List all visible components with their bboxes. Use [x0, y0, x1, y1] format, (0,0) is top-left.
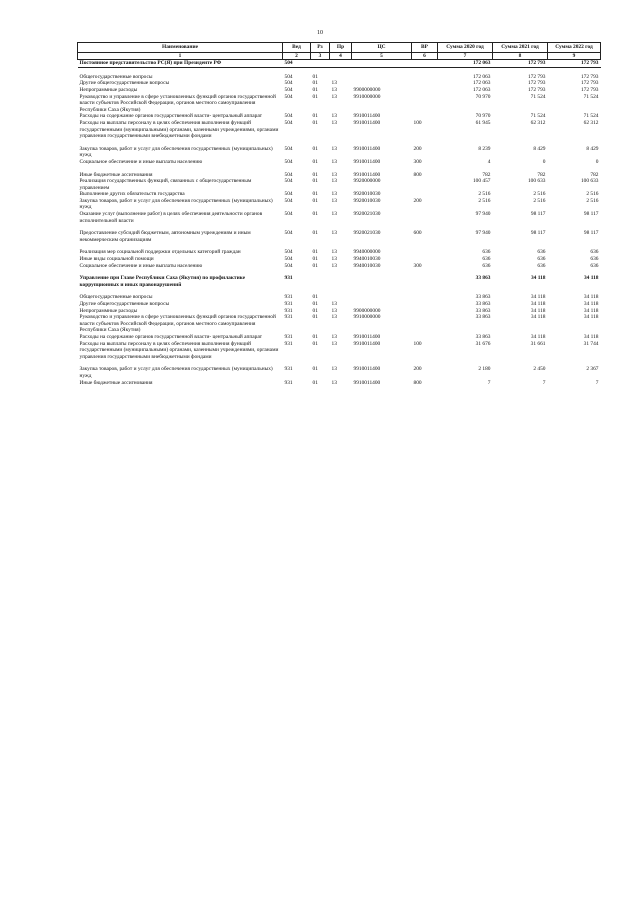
cell-pr [330, 275, 352, 288]
cell-sum-2022: 62 312 [583, 119, 599, 126]
cell-name: Расходы на выплаты персоналу в целях обеспечения выполнения функций государственными (муниципальными) органами, казенными учреждениями, органами управления государственными внебюджетными фондами [79, 119, 279, 140]
cell-name: Выполнение других обязательств государства [79, 191, 185, 198]
cell-sum-2021: 172 793 [527, 86, 546, 93]
cell-sum-2022: 636 [590, 262, 599, 269]
cell-name: Расходы на выплаты персоналу в целях обеспечения выполнения функций государственными (муниципальными) органами, казенными учреждениями, органами управления государственными внебюджетными фондами [79, 340, 279, 360]
cell-sum-2021: 172 793 [527, 80, 546, 87]
cell-pr: 13 [331, 230, 337, 237]
cell-ved: 931 [284, 379, 293, 386]
table-row [78, 380, 601, 387]
cell-cs: 9910000000 [353, 93, 381, 100]
table-row [78, 159, 601, 166]
table-row [78, 341, 601, 361]
cell-name: Социальное обеспечение и иные выплаты населению [79, 262, 203, 269]
cell-cs: 9920010030 [353, 197, 381, 204]
cell-sum-2021: 71 524 [530, 113, 546, 120]
cell-sum-2022: 34 118 [583, 314, 599, 321]
cell-rz: 01 [312, 86, 318, 93]
cell-vr [412, 87, 438, 94]
cell-cs: 9940000000 [353, 249, 381, 256]
cell-sum-2022: 172 793 [548, 60, 601, 68]
cell-sum-2022: 636 [590, 249, 599, 256]
cell-name: Общегосударственные вопросы [79, 73, 153, 80]
cell-sum-2020: 172 063 [472, 80, 491, 87]
cell-cs [352, 80, 412, 87]
cell-sum-2020: 2 516 [478, 197, 491, 204]
cell-vr: 300 [413, 262, 422, 269]
cell-sum-2021: 0 [542, 158, 546, 165]
cell-pr: 13 [331, 86, 337, 93]
cell-vr [412, 94, 438, 114]
cell-sum-2020: 8 239 [478, 145, 491, 152]
cell-cs [352, 294, 412, 301]
cell-rz: 01 [312, 178, 318, 185]
cell-sum-2020: 33 863 [475, 314, 491, 321]
column-number: 5 [352, 52, 412, 60]
column-header-vr: ВР [412, 43, 438, 53]
column-number: 8 [493, 52, 548, 60]
cell-name: Реализация мер социальной поддержки отдельных категорий граждан [79, 249, 241, 256]
cell-vr [412, 178, 438, 191]
cell-name: Постоянное представительство РС(Я) при Президенте РФ [78, 60, 283, 68]
cell-cs: 9910011400 [353, 366, 381, 373]
cell-vr [412, 314, 438, 334]
table-row [78, 146, 601, 159]
cell-sum-2020: 4 [487, 158, 491, 165]
column-header-pr: Пр [330, 43, 352, 53]
cell-cs: 9920021030 [353, 230, 381, 237]
column-header-ved: Вед [283, 43, 311, 53]
cell-pr: 13 [331, 340, 337, 347]
cell-vr [412, 60, 438, 68]
cell-rz: 01 [312, 249, 318, 256]
cell-name: Иные бюджетные ассигнования [79, 171, 153, 178]
cell-sum-2020: 636 [482, 249, 491, 256]
cell-vr [412, 308, 438, 315]
cell-sum-2022: 172 793 [580, 80, 599, 87]
cell-sum-2021: 98 117 [530, 211, 546, 218]
cell-pr [330, 294, 352, 301]
cell-ved: 504 [284, 211, 293, 218]
cell-name: Реализация государственных функций, связанных с общегосударственным управлением [79, 178, 252, 191]
cell-vr: 100 [413, 340, 422, 347]
column-number: 4 [330, 52, 352, 60]
table-row [78, 211, 601, 224]
cell-sum-2021: 100 633 [527, 178, 546, 185]
cell-sum-2020: 7 [487, 379, 491, 386]
cell-rz: 01 [312, 333, 318, 340]
cell-rz: 01 [312, 191, 318, 198]
cell-pr: 13 [331, 113, 337, 120]
cell-sum-2021: 636 [537, 262, 546, 269]
cell-pr: 13 [331, 145, 337, 152]
cell-rz: 01 [312, 158, 318, 165]
cell-ved: 504 [284, 158, 293, 165]
cell-sum-2022: 7 [595, 379, 599, 386]
cell-rz: 01 [312, 256, 318, 263]
cell-rz: 01 [312, 197, 318, 204]
cell-sum-2022: 8 429 [586, 145, 599, 152]
cell-cs: 9910011400 [353, 379, 381, 386]
cell-pr: 13 [331, 379, 337, 386]
cell-sum-2020: 636 [482, 262, 491, 269]
cell-vr: 200 [413, 366, 422, 373]
column-header-cs: ЦС [352, 43, 412, 53]
cell-sum-2021: 636 [537, 256, 546, 263]
table-row [78, 60, 601, 68]
table-header-row [78, 43, 601, 53]
cell-cs: 9910011400 [353, 340, 381, 347]
cell-ved: 504 [284, 256, 293, 263]
cell-rz: 01 [312, 93, 318, 100]
cell-ved: 504 [284, 93, 293, 100]
cell-vr [412, 334, 438, 341]
cell-sum-2021: 2 450 [533, 366, 546, 373]
cell-pr: 13 [331, 211, 337, 218]
cell-sum-2020: 33 863 [475, 294, 491, 301]
column-header-name: Наименование [78, 43, 283, 53]
cell-pr: 13 [331, 197, 337, 204]
cell-name: Предоставление субсидий бюджетным, автономным учреждениям и иным некоммерческим организациям [79, 230, 251, 243]
cell-vr [412, 275, 438, 288]
cell-sum-2020: 97 940 [475, 211, 491, 218]
cell-rz: 01 [312, 340, 318, 347]
cell-rz: 01 [312, 80, 318, 87]
cell-pr: 13 [331, 191, 337, 198]
cell-sum-2020: 33 863 [475, 275, 491, 282]
budget-table [77, 42, 601, 386]
cell-sum-2021: 172 793 [493, 60, 548, 68]
cell-ved: 504 [284, 191, 293, 198]
cell-cs: 9910011400 [353, 171, 381, 178]
cell-name: Руководство и управление в сфере установленных функций органов государственной власти субъектов Российской Федерации, органов местного самоуправления Республики Саха (Якутия) [79, 314, 276, 334]
cell-sum-2021: 71 524 [530, 93, 546, 100]
cell-sum-2021: 782 [537, 171, 546, 178]
cell-sum-2020: 782 [482, 171, 491, 178]
table-row [78, 256, 601, 263]
cell-sum-2022: 98 117 [583, 230, 599, 237]
cell-vr [412, 113, 438, 120]
cell-name: Руководство и управление в сфере установленных функций органов государственной власти субъектов Российской Федерации, органов местного самоуправления Республики Саха (Якутия) [79, 93, 276, 113]
cell-sum-2022: 782 [590, 171, 599, 178]
cell-sum-2021: 8 429 [533, 145, 546, 152]
cell-pr: 13 [331, 119, 337, 126]
cell-sum-2021: 34 118 [530, 294, 546, 301]
cell-sum-2021: 34 118 [530, 275, 546, 282]
cell-vr [412, 191, 438, 198]
cell-cs: 9940010030 [353, 256, 381, 263]
cell-vr: 800 [413, 379, 422, 386]
column-header-sum-2020: Сумма 2020 год [438, 43, 493, 53]
cell-sum-2022: 98 117 [583, 211, 599, 218]
cell-sum-2022: 34 118 [583, 275, 599, 282]
column-number: 7 [438, 52, 493, 60]
table-row [78, 314, 601, 334]
cell-pr [330, 74, 352, 81]
cell-cs [352, 60, 412, 68]
cell-rz [311, 275, 330, 288]
cell-vr: 300 [413, 158, 422, 165]
table-row [78, 230, 601, 243]
cell-vr [412, 74, 438, 81]
cell-pr: 13 [331, 301, 337, 307]
cell-cs: 9910011400 [353, 145, 381, 152]
table-row [78, 120, 601, 140]
cell-pr: 13 [331, 249, 337, 256]
cell-pr: 13 [331, 178, 337, 185]
table-row [78, 178, 601, 191]
cell-ved: 931 [284, 314, 293, 321]
cell-name: Закупка товаров, работ и услуг для обеспечения государственных (муниципальных) нужд [79, 145, 273, 159]
cell-name: Непрограммные расходы [79, 86, 138, 93]
cell-rz: 01 [312, 230, 318, 237]
cell-cs: 9940010030 [353, 262, 381, 269]
cell-sum-2022: 31 744 [583, 340, 599, 347]
cell-sum-2020: 70 970 [475, 93, 491, 100]
cell-pr: 13 [331, 256, 337, 263]
table-row [78, 366, 601, 379]
cell-sum-2022: 34 118 [583, 333, 599, 340]
cell-ved: 931 [284, 333, 293, 340]
cell-sum-2021: 172 793 [527, 73, 546, 80]
cell-name: Общегосударственные вопросы [79, 294, 153, 301]
cell-sum-2022: 2 516 [586, 191, 599, 198]
table-row [78, 275, 601, 288]
cell-sum-2022: 100 633 [580, 178, 599, 185]
cell-rz [311, 60, 330, 68]
cell-sum-2022: 0 [595, 158, 599, 165]
cell-ved: 931 [284, 275, 293, 282]
cell-ved: 504 [284, 178, 293, 185]
cell-ved: 504 [284, 262, 293, 269]
cell-pr: 13 [331, 171, 337, 178]
cell-sum-2020: 61 945 [475, 119, 491, 126]
cell-sum-2021: 2 516 [533, 191, 546, 198]
cell-ved: 504 [283, 60, 311, 68]
cell-sum-2021: 7 [542, 379, 546, 386]
cell-ved: 931 [284, 366, 293, 373]
cell-vr [412, 256, 438, 263]
cell-sum-2021: 34 118 [530, 307, 546, 314]
cell-sum-2022: 34 118 [583, 294, 599, 301]
cell-name: Непрограммные расходы [79, 307, 138, 314]
cell-sum-2021: 98 117 [530, 230, 546, 237]
cell-sum-2021: 636 [537, 249, 546, 256]
cell-sum-2022: 172 793 [580, 73, 599, 80]
cell-name: Иные бюджетные ассигнования [79, 379, 153, 386]
cell-cs [352, 301, 412, 308]
cell-cs: 9920000000 [353, 178, 381, 185]
cell-rz: 01 [312, 113, 318, 120]
page-number: 10 [317, 30, 323, 36]
cell-pr: 13 [331, 80, 337, 87]
cell-sum-2021: 62 312 [530, 119, 546, 126]
cell-ved: 504 [284, 119, 293, 126]
cell-rz: 01 [312, 301, 318, 307]
cell-sum-2021: 31 661 [530, 340, 546, 347]
table-body [78, 60, 601, 386]
table-row [78, 198, 601, 211]
cell-ved: 931 [284, 294, 293, 301]
cell-sum-2020: 2 516 [478, 191, 491, 198]
cell-vr [412, 249, 438, 256]
cell-ved: 931 [284, 307, 293, 314]
cell-pr: 13 [331, 262, 337, 269]
cell-name: Закупка товаров, работ и услуг для обеспечения государственных (муниципальных) нужд [79, 197, 273, 211]
cell-sum-2022: 71 524 [583, 113, 599, 120]
cell-name: Управление при Главе Республики Саха (Якутия) по профилактике коррупционных и иных правонарушений [79, 275, 246, 288]
cell-ved: 504 [284, 249, 293, 256]
cell-sum-2022: 71 524 [583, 93, 599, 100]
cell-pr: 13 [331, 93, 337, 100]
cell-ved: 504 [284, 73, 293, 80]
column-number: 9 [548, 52, 601, 60]
cell-sum-2020: 2 180 [478, 366, 491, 373]
table-row [78, 87, 601, 94]
cell-rz: 01 [312, 119, 318, 126]
cell-sum-2020: 636 [482, 256, 491, 263]
table-row [78, 113, 601, 120]
table-row [78, 94, 601, 114]
cell-name: Расходы на содержание органов государственной власти- центральный аппарат [79, 113, 262, 120]
cell-rz: 01 [312, 145, 318, 152]
cell-rz: 01 [312, 314, 318, 321]
cell-cs [352, 275, 412, 288]
cell-sum-2020: 100 457 [472, 178, 491, 185]
cell-sum-2020: 33 863 [475, 333, 491, 340]
cell-sum-2021: 34 118 [530, 314, 546, 321]
cell-cs: 9900000000 [353, 307, 381, 314]
cell-ved: 504 [284, 230, 293, 237]
cell-pr: 13 [331, 307, 337, 314]
cell-vr: 600 [413, 230, 422, 237]
cell-ved: 504 [284, 86, 293, 93]
cell-pr: 13 [331, 366, 337, 373]
cell-sum-2022: 636 [590, 256, 599, 263]
table-row [78, 263, 601, 270]
table-row [78, 334, 601, 341]
cell-rz: 01 [312, 171, 318, 178]
cell-name: Оказание услуг (выполнение работ) в целях обеспечения деятельности органов исполнительной власти [79, 211, 263, 224]
cell-cs: 9910011400 [353, 113, 381, 120]
table-row [78, 294, 601, 301]
cell-ved: 504 [284, 145, 293, 152]
cell-sum-2020: 33 863 [475, 307, 491, 314]
cell-cs [352, 74, 412, 81]
cell-sum-2020: 31 676 [475, 340, 491, 347]
cell-sum-2021: 2 516 [533, 197, 546, 204]
column-number: 1 [78, 52, 283, 60]
cell-sum-2020: 33 863 [475, 301, 491, 307]
cell-ved: 504 [284, 113, 293, 120]
cell-rz: 01 [312, 366, 318, 373]
cell-sum-2022: 34 118 [583, 307, 599, 314]
cell-cs: 9910011400 [353, 158, 381, 165]
cell-vr [412, 80, 438, 87]
cell-rz: 01 [312, 262, 318, 269]
cell-ved: 931 [284, 301, 293, 307]
cell-rz: 01 [312, 73, 318, 80]
cell-cs: 9900000000 [353, 86, 381, 93]
cell-sum-2022: 2 367 [586, 366, 599, 373]
cell-ved: 931 [284, 340, 293, 347]
cell-sum-2022: 172 793 [580, 86, 599, 93]
cell-pr: 13 [331, 158, 337, 165]
cell-name: Расходы на содержание органов государственной власти- центральный аппарат [79, 333, 262, 340]
cell-rz: 01 [312, 307, 318, 314]
cell-sum-2022: 2 516 [586, 197, 599, 204]
column-header-sum-2022: Сумма 2022 год [548, 43, 601, 53]
cell-cs: 9920021030 [353, 211, 381, 218]
cell-rz: 01 [312, 379, 318, 386]
cell-sum-2022: 34 118 [583, 301, 599, 307]
cell-pr: 13 [331, 314, 337, 321]
column-number-row [78, 52, 601, 60]
column-header-rz: Рз [311, 43, 330, 53]
cell-rz: 01 [312, 294, 318, 301]
cell-sum-2020: 172 063 [472, 86, 491, 93]
cell-name: Другие общегосударственные вопросы [79, 301, 170, 307]
cell-sum-2020: 172 063 [438, 60, 493, 68]
cell-sum-2020: 70 970 [475, 113, 491, 120]
table-row [78, 249, 601, 256]
cell-vr: 200 [413, 197, 422, 204]
cell-vr [412, 301, 438, 308]
cell-sum-2021: 34 118 [530, 301, 546, 307]
cell-cs: 9920010030 [353, 191, 381, 198]
column-number: 3 [311, 52, 330, 60]
table-row [78, 301, 601, 308]
cell-cs: 9910011400 [353, 333, 381, 340]
column-number: 6 [412, 52, 438, 60]
cell-sum-2021: 34 118 [530, 333, 546, 340]
cell-name: Социальное обеспечение и иные выплаты населению [79, 158, 203, 165]
cell-vr: 200 [413, 145, 422, 152]
table-row [78, 80, 601, 87]
column-number: 2 [283, 52, 311, 60]
cell-sum-2020: 172 063 [472, 73, 491, 80]
cell-vr [412, 211, 438, 224]
column-header-sum-2021: Сумма 2021 год [493, 43, 548, 53]
cell-pr [330, 60, 352, 68]
cell-cs: 9910011400 [353, 119, 381, 126]
cell-name: Иные виды социальной помощи [79, 256, 154, 263]
cell-vr: 800 [413, 171, 422, 178]
cell-ved: 504 [284, 197, 293, 204]
table-row [78, 191, 601, 198]
cell-name: Закупка товаров, работ и услуг для обеспечения государственных (муниципальных) нужд [79, 366, 273, 379]
cell-ved: 504 [284, 171, 293, 178]
cell-cs: 9910000000 [353, 314, 381, 321]
cell-name: Другие общегосударственные вопросы [79, 80, 170, 87]
cell-sum-2020: 97 940 [475, 230, 491, 237]
cell-vr: 100 [413, 119, 422, 126]
cell-rz: 01 [312, 211, 318, 218]
cell-vr [412, 294, 438, 301]
cell-ved: 504 [284, 80, 293, 87]
cell-pr: 13 [331, 333, 337, 340]
